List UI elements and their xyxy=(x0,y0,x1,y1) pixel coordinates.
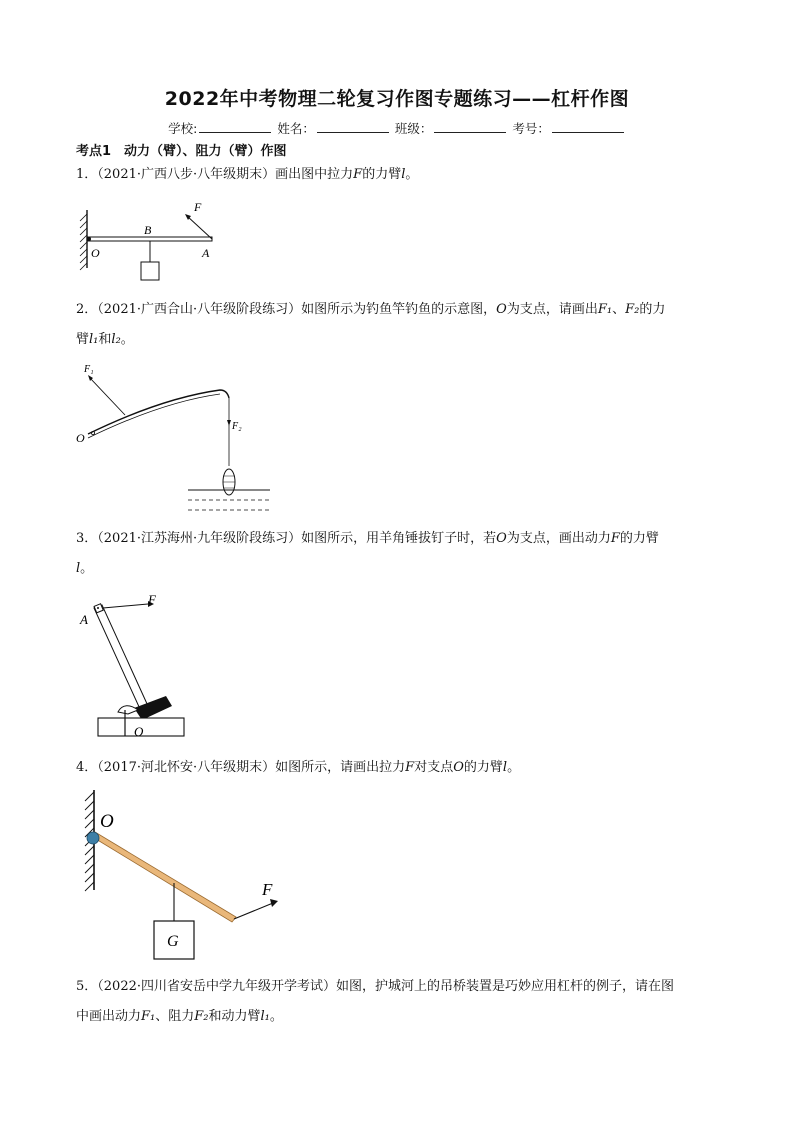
figure-3-claw-hammer-diagram xyxy=(78,588,208,746)
question-var: F xyxy=(610,531,620,546)
question-var: O xyxy=(496,302,507,317)
name-blank[interactable] xyxy=(317,120,389,133)
question-2 xyxy=(76,295,716,355)
section-title: 考点1 动力（臂）、阻力（臂）作图 xyxy=(76,144,287,159)
question-5 xyxy=(76,972,716,1032)
question-text: 的力臂 xyxy=(463,760,503,775)
figure-4-label-o: O xyxy=(100,811,114,832)
figure-1-label-o: O xyxy=(91,246,100,260)
question-source: （2017·河北怀安·八年级期末） xyxy=(97,760,276,775)
question-4 xyxy=(76,753,716,783)
figure-3-label-f: F xyxy=(148,592,156,607)
question-var: F₂ xyxy=(194,1009,209,1024)
question-text: 如图所示，请画出拉力 xyxy=(275,760,406,775)
figure-2-label-f1: F₁ xyxy=(84,364,94,375)
school-blank[interactable] xyxy=(199,120,271,133)
question-text: 如图所示为钓鱼竿钓鱼的示意图， xyxy=(301,302,497,317)
question-number: 1． xyxy=(76,167,98,182)
question-text: 和动力臂 xyxy=(208,1009,261,1024)
figure-1-lever-diagram xyxy=(70,196,230,290)
figure-4-label-g: G xyxy=(167,933,179,950)
question-text: 的力臂 xyxy=(619,531,659,546)
figure-2-label-f2: F₂ xyxy=(232,421,242,432)
question-var: F xyxy=(405,760,415,775)
figure-1-label-b: B xyxy=(144,223,152,237)
question-text: 、阻力 xyxy=(155,1009,195,1024)
question-var: l₂ xyxy=(111,332,121,347)
question-var: F₂ xyxy=(625,302,640,317)
question-text: 画出图中拉力 xyxy=(275,167,354,182)
question-source: （2022·四川省安岳中学九年级开学考试） xyxy=(97,979,336,994)
question-number: 5． xyxy=(76,979,98,994)
question-source: （2021·江苏海州·九年级阶段练习） xyxy=(97,531,302,546)
question-var: l₁ xyxy=(260,1009,270,1024)
question-var: F₁ xyxy=(141,1009,156,1024)
figure-3-label-a: A xyxy=(80,612,88,627)
question-3 xyxy=(76,524,716,584)
student-info-line xyxy=(0,119,794,137)
question-text: 的力臂 xyxy=(362,167,402,182)
question-text: 为支点，画出动力 xyxy=(506,531,611,546)
question-var: l xyxy=(502,760,508,775)
question-text: 为支点，请画出 xyxy=(506,302,598,317)
question-number: 2． xyxy=(76,302,98,317)
figure-4-label-f: F xyxy=(262,880,273,899)
figure-1-label-a: A xyxy=(202,246,210,260)
figure-3-label-o: O xyxy=(134,724,144,739)
question-text: 。 xyxy=(80,561,94,576)
question-text: 和 xyxy=(98,332,112,347)
question-var: l xyxy=(401,167,406,182)
question-var: l₁ xyxy=(89,332,99,347)
question-text: 。 xyxy=(120,332,134,347)
question-number: 3． xyxy=(76,531,98,546)
question-source: （2021·广西八步·八年级期末） xyxy=(97,167,276,182)
figure-4-wall-lever-diagram xyxy=(70,786,290,964)
question-var: O xyxy=(496,531,507,546)
question-text: 、 xyxy=(612,302,626,317)
question-var: F xyxy=(353,167,363,182)
page-title: 2022年中考物理二轮复习作图专题练习——杠杆作图 xyxy=(164,88,630,110)
question-1 xyxy=(76,160,716,190)
class-blank[interactable] xyxy=(434,120,506,133)
number-label: 考号： xyxy=(512,121,550,136)
figure-1-label-f: F xyxy=(194,200,202,214)
question-var: l xyxy=(76,561,81,576)
question-var: O xyxy=(453,760,464,775)
question-text: 。 xyxy=(405,167,419,182)
class-label: 班级： xyxy=(394,121,433,136)
question-text: 对支点 xyxy=(414,760,454,775)
figure-2-label-o: O xyxy=(76,431,85,445)
name-label: 姓名： xyxy=(277,121,315,136)
question-text: 如图，护城河上的吊桥装置是巧妙应用杠杆的例子，请在图 xyxy=(336,979,675,994)
question-text: 臂 xyxy=(76,332,90,347)
question-var: F₁ xyxy=(597,302,613,317)
question-text: 如图所示，用羊角锤拔钉子时，若 xyxy=(301,531,497,546)
figure-2-fishing-rod-diagram xyxy=(72,358,282,518)
question-text: 的力 xyxy=(639,302,666,317)
question-text: 中画出动力 xyxy=(76,1009,142,1024)
question-text: 。 xyxy=(507,760,521,775)
question-number: 4． xyxy=(76,760,98,775)
question-source: （2021·广西合山·八年级阶段练习） xyxy=(97,302,302,317)
school-label: 学校: xyxy=(168,121,198,136)
question-text: 。 xyxy=(269,1009,283,1024)
number-blank[interactable] xyxy=(552,120,624,133)
